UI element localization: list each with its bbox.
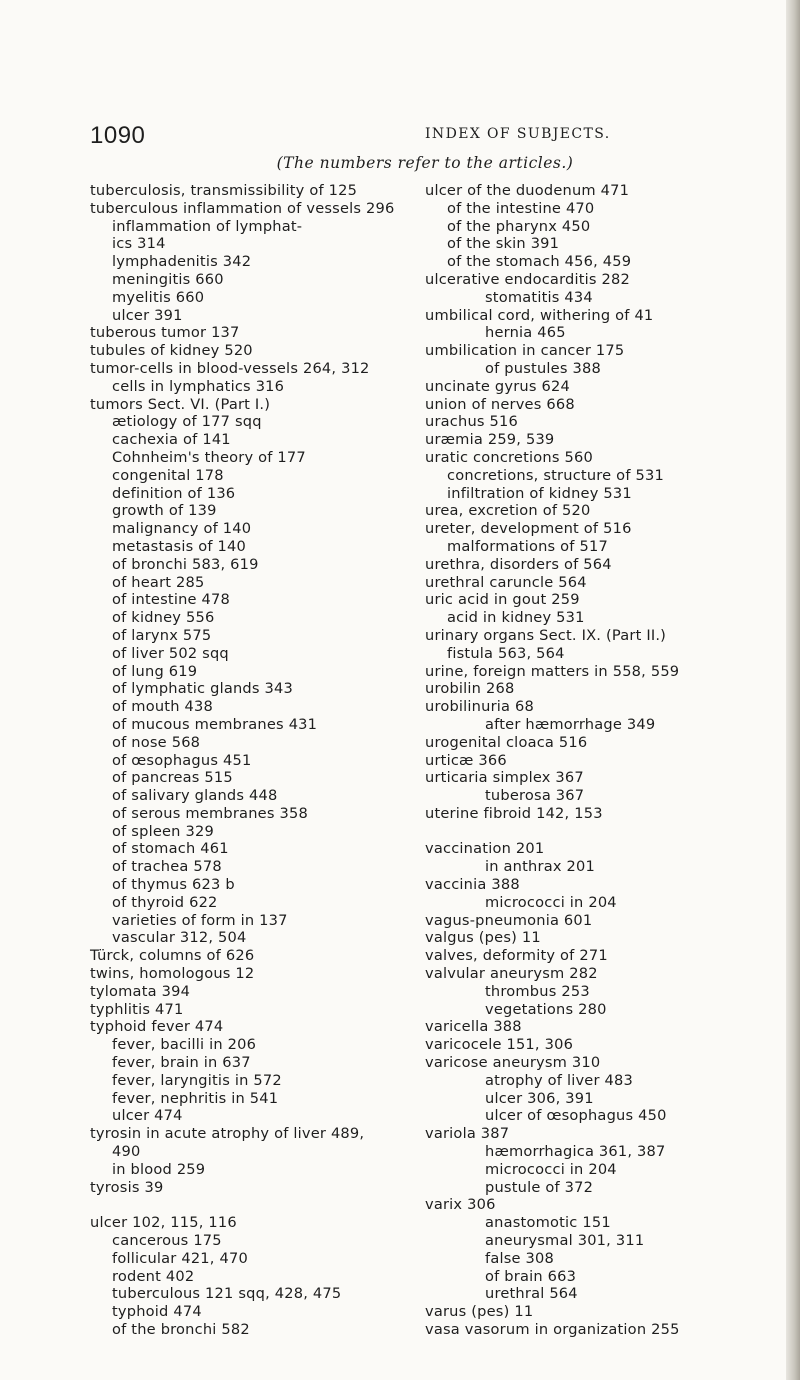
index-entry: varicose aneurysm 310 <box>425 1054 601 1072</box>
index-subentry: ics 314 <box>112 235 166 253</box>
index-subentry: atrophy of liver 483 <box>485 1071 633 1089</box>
section-gap <box>90 1196 412 1214</box>
index-entry: vagus-pneumonia 601 <box>425 911 593 929</box>
index-subentry: urethral 564 <box>485 1285 578 1303</box>
index-subentry: micrococci in 204 <box>485 893 617 911</box>
index-subentry: cells in lymphatics 316 <box>112 377 285 395</box>
index-subentry: vascular 312, 504 <box>112 929 247 947</box>
index-subentry: of mouth 438 <box>112 698 213 716</box>
index-subentry: infiltration of kidney 531 <box>447 484 632 502</box>
index-subentry: stomatitis 434 <box>485 288 593 306</box>
index-subentry: ulcer 391 <box>112 306 183 324</box>
index-entry: urobilinuria 68 <box>425 698 534 716</box>
index-column-left <box>90 182 412 1339</box>
index-subentry: of trachea 578 <box>112 858 222 876</box>
index-subentry: of mucous membranes 431 <box>112 715 318 733</box>
index-subentry: cancerous 175 <box>112 1232 222 1250</box>
index-entry: urobilin 268 <box>425 680 515 698</box>
index-subentry: meningitis 660 <box>112 270 224 288</box>
index-subentry: of kidney 556 <box>112 609 215 627</box>
index-subentry: lymphadenitis 342 <box>112 253 252 271</box>
index-subentry: Cohnheim's theory of 177 <box>112 448 306 466</box>
index-subentry: of spleen 329 <box>112 822 214 840</box>
index-subentry: in blood 259 <box>112 1160 206 1178</box>
index-entry: urticaria simplex 367 <box>425 769 584 787</box>
index-subentry: of bronchi 583, 619 <box>112 555 259 573</box>
page-number: 1090 <box>90 122 146 149</box>
index-entry: tumor-cells in blood-vessels 264, 312 <box>90 359 370 377</box>
index-entry: typhoid fever 474 <box>90 1018 224 1036</box>
index-subentry: thrombus 253 <box>485 982 590 1000</box>
index-subentry: ulcer 474 <box>112 1107 183 1125</box>
index-entry: urticæ 366 <box>425 751 507 769</box>
index-entry: union of nerves 668 <box>425 395 575 413</box>
index-subentry: of the pharynx 450 <box>447 217 591 235</box>
index-entry: variola 387 <box>425 1125 510 1143</box>
index-subentry: of œsophagus 451 <box>112 751 252 769</box>
index-subentry: congenital 178 <box>112 466 224 484</box>
index-entry: varix 306 <box>425 1196 496 1214</box>
index-entry: urachus 516 <box>425 413 519 431</box>
running-title: INDEX OF SUBJECTS. <box>425 126 611 142</box>
index-entry: valgus (pes) 11 <box>425 929 541 947</box>
index-subentry: tuberosa 367 <box>485 787 585 805</box>
index-entry: vaccination 201 <box>425 840 545 858</box>
index-subentry: varieties of form in 137 <box>112 911 288 929</box>
index-subentry: in anthrax 201 <box>485 858 595 876</box>
index-subentry: hernia 465 <box>485 324 566 342</box>
index-subentry: of the intestine 470 <box>447 199 595 217</box>
index-subentry: of pustules 388 <box>485 359 601 377</box>
index-subentry: of the skin 391 <box>447 235 560 253</box>
index-entry: uterine fibroid 142, 153 <box>425 804 603 822</box>
index-entry: tyrosin in acute atrophy of liver 489, <box>90 1125 365 1143</box>
index-subentry: anastomotic 151 <box>485 1214 611 1232</box>
index-subentry: of intestine 478 <box>112 591 231 609</box>
index-entry: typhlitis 471 <box>90 1000 184 1018</box>
index-subentry: hæmorrhagica 361, 387 <box>485 1143 666 1161</box>
index-entry: vaccinia 388 <box>425 876 520 894</box>
index-subentry: pustule of 372 <box>485 1178 594 1196</box>
index-entry: uric acid in gout 259 <box>425 591 580 609</box>
index-entry: urethral caruncle 564 <box>425 573 587 591</box>
index-subentry: fever, brain in 637 <box>112 1054 251 1072</box>
index-subentry: fistula 563, 564 <box>447 644 565 662</box>
index-entry: tuberous tumor 137 <box>90 324 240 342</box>
index-subentry: fever, nephritis in 541 <box>112 1089 279 1107</box>
index-subentry: ætiology of 177 sqq <box>112 413 262 431</box>
index-note: (The numbers refer to the articles.) <box>276 154 574 172</box>
section-gap <box>425 823 787 841</box>
index-subentry: of lung 619 <box>112 662 198 680</box>
index-subentry: of larynx 575 <box>112 626 212 644</box>
index-entry: ulcerative endocarditis 282 <box>425 270 631 288</box>
index-entry: uncinate gyrus 624 <box>425 377 570 395</box>
index-subentry: metastasis of 140 <box>112 537 246 555</box>
index-subentry: of heart 285 <box>112 573 205 591</box>
index-subentry: of pancreas 515 <box>112 769 233 787</box>
index-column-right <box>425 182 787 1339</box>
index-subentry: tuberculous 121 sqq, 428, 475 <box>112 1285 342 1303</box>
index-subentry: of lymphatic glands 343 <box>112 680 293 698</box>
index-subentry: of the bronchi 582 <box>112 1321 250 1338</box>
index-entry: vasa vasorum in organization 255 <box>425 1321 680 1338</box>
index-subentry: vegetations 280 <box>485 1000 607 1018</box>
index-subentry: after hæmorrhage 349 <box>485 715 656 733</box>
index-subentry: ulcer of œsophagus 450 <box>485 1107 667 1125</box>
index-subentry: acid in kidney 531 <box>447 609 585 627</box>
index-subentry: cachexia of 141 <box>112 431 231 449</box>
index-entry: varicocele 151, 306 <box>425 1036 574 1054</box>
index-entry: urogenital cloaca 516 <box>425 733 588 751</box>
page-header <box>90 122 760 150</box>
index-subentry: fever, laryngitis in 572 <box>112 1071 282 1089</box>
index-subentry: myelitis 660 <box>112 288 205 306</box>
index-subentry: false 308 <box>485 1249 555 1267</box>
index-entry: varicella 388 <box>425 1018 522 1036</box>
index-entry: ulcer 102, 115, 116 <box>90 1214 237 1232</box>
page-edge-shadow <box>786 0 800 1380</box>
index-subentry: definition of 136 <box>112 484 236 502</box>
index-entry: umbilical cord, withering of 41 <box>425 306 654 324</box>
index-entry: ureter, development of 516 <box>425 520 632 538</box>
index-subentry: of stomach 461 <box>112 840 229 858</box>
index-entry: uræmia 259, 539 <box>425 431 555 449</box>
index-entry: tylomata 394 <box>90 982 191 1000</box>
index-entry: tuberculosis, transmissibility of 125 <box>90 182 358 199</box>
index-entry: tuberculous inflammation of vessels 296 <box>90 199 395 217</box>
index-subentry: of thyroid 622 <box>112 893 218 911</box>
index-subentry: rodent 402 <box>112 1267 195 1285</box>
index-subentry: concretions, structure of 531 <box>447 466 664 484</box>
index-entry: varus (pes) 11 <box>425 1303 534 1321</box>
index-subentry: malformations of 517 <box>447 537 608 555</box>
index-subentry: of salivary glands 448 <box>112 787 278 805</box>
index-entry: urine, foreign matters in 558, 559 <box>425 662 680 680</box>
index-entry: urethra, disorders of 564 <box>425 555 612 573</box>
index-entry: ulcer of the duodenum 471 <box>425 182 630 199</box>
index-subentry: micrococci in 204 <box>485 1160 617 1178</box>
index-entry: uratic concretions 560 <box>425 448 593 466</box>
index-subentry: of the stomach 456, 459 <box>447 253 632 271</box>
index-entry: tyrosis 39 <box>90 1178 164 1196</box>
index-subentry: of thymus 623 b <box>112 876 235 894</box>
index-subentry: growth of 139 <box>112 502 217 520</box>
index-entry: urea, excretion of 520 <box>425 502 591 520</box>
index-entry: twins, homologous 12 <box>90 965 255 983</box>
index-entry: valves, deformity of 271 <box>425 947 608 965</box>
index-entry: tumors Sect. VI. (Part I.) <box>90 395 271 413</box>
index-subentry: typhoid 474 <box>112 1303 202 1321</box>
index-subentry: fever, bacilli in 206 <box>112 1036 257 1054</box>
index-subentry: follicular 421, 470 <box>112 1249 248 1267</box>
index-subentry: 490 <box>112 1143 141 1161</box>
index-subentry: of liver 502 sqq <box>112 644 229 662</box>
index-entry: valvular aneurysm 282 <box>425 965 598 983</box>
index-entry: umbilication in cancer 175 <box>425 342 625 360</box>
index-entry: Türck, columns of 626 <box>90 947 255 965</box>
index-entry: urinary organs Sect. IX. (Part II.) <box>425 626 667 644</box>
index-subentry: of brain 663 <box>485 1267 577 1285</box>
index-subentry: malignancy of 140 <box>112 520 252 538</box>
index-subentry: inflammation of lymphat- <box>112 217 303 235</box>
index-subentry: ulcer 306, 391 <box>485 1089 594 1107</box>
index-entry: tubules of kidney 520 <box>90 342 253 360</box>
index-subentry: of nose 568 <box>112 733 201 751</box>
index-subentry: of serous membranes 358 <box>112 804 308 822</box>
index-subentry: aneurysmal 301, 311 <box>485 1232 645 1250</box>
